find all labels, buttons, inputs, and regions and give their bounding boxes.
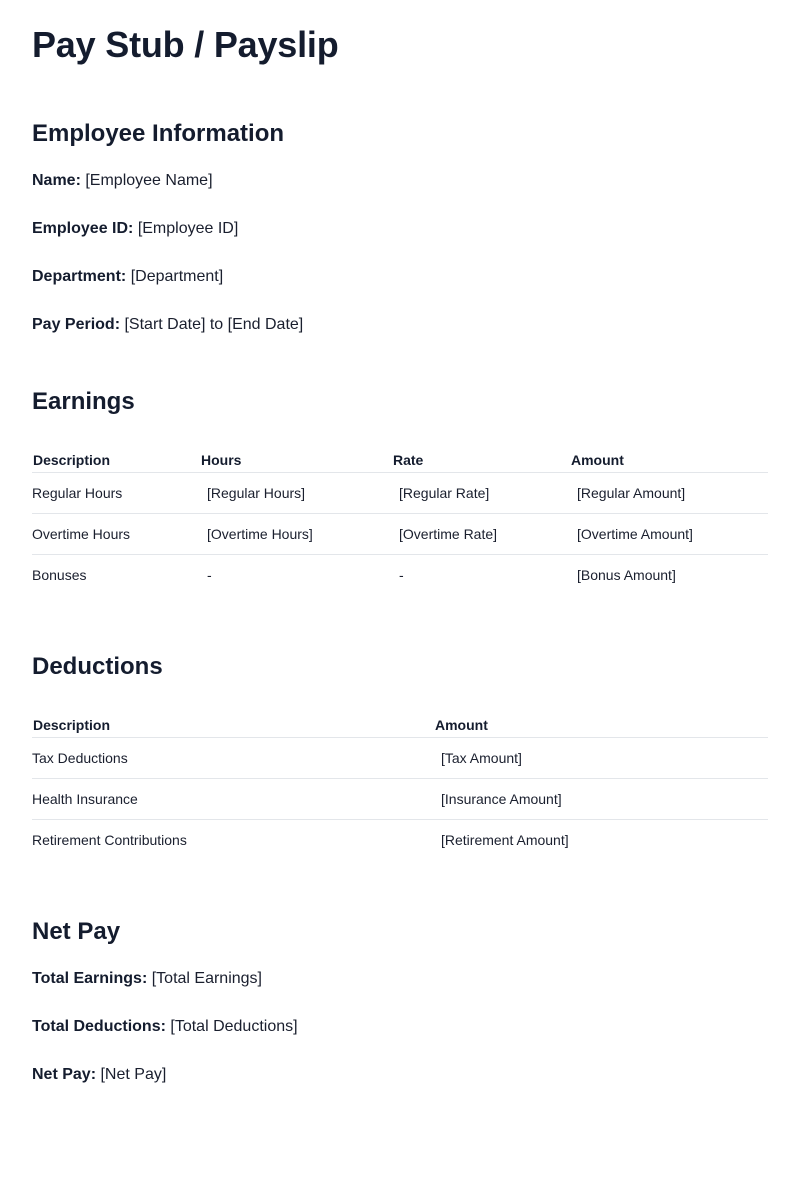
field-value: [Start Date] to [End Date]	[124, 316, 304, 333]
table-header-row	[32, 713, 768, 738]
cell-rate: -	[399, 567, 404, 583]
cell-description: Tax Deductions	[32, 738, 434, 779]
cell-rate: [Regular Rate]	[392, 473, 570, 514]
cell-hours: [Overtime Hours]	[200, 514, 392, 555]
earnings-table	[32, 448, 768, 595]
cell-hours: [Regular Hours]	[200, 473, 392, 514]
page-title: Pay Stub / Payslip	[32, 24, 339, 65]
cell-description: Health Insurance	[32, 779, 434, 820]
column-header-rate: Rate	[392, 448, 570, 473]
cell-hours: -	[207, 567, 212, 583]
net-pay-section	[32, 916, 768, 1086]
total-earnings-field	[32, 968, 768, 990]
column-header-hours: Hours	[200, 448, 392, 473]
cell-amount: [Insurance Amount]	[434, 779, 768, 820]
table-row	[32, 738, 768, 779]
field-label: Employee ID:	[32, 220, 134, 237]
cell-amount: [Regular Amount]	[570, 473, 768, 514]
net-pay-field	[32, 1064, 768, 1086]
table-row	[32, 555, 768, 596]
column-header-description: Description	[32, 448, 200, 473]
cell-rate: [Overtime Rate]	[392, 514, 570, 555]
deductions-section	[32, 651, 768, 860]
field-label: Total Deductions:	[32, 1018, 166, 1035]
field-value: [Employee Name]	[85, 172, 213, 189]
employee-name-field	[32, 170, 768, 192]
field-label: Pay Period:	[32, 316, 121, 333]
employee-information-section	[32, 118, 768, 336]
cell-description: Retirement Contributions	[32, 832, 187, 848]
cell-amount: [Tax Amount]	[434, 738, 768, 779]
table-header-row	[32, 448, 768, 473]
table-row	[32, 514, 768, 555]
cell-description: Overtime Hours	[32, 514, 200, 555]
column-header-amount: Amount	[570, 448, 768, 473]
deductions-table	[32, 713, 768, 860]
department-field	[32, 266, 768, 288]
cell-description: Bonuses	[32, 567, 87, 583]
table-row	[32, 473, 768, 514]
field-label: Department:	[32, 268, 127, 285]
field-value: [Net Pay]	[100, 1066, 167, 1083]
table-row	[32, 820, 768, 861]
cell-amount: [Bonus Amount]	[577, 567, 676, 583]
employee-information-heading: Employee Information	[32, 120, 285, 147]
table-row	[32, 779, 768, 820]
pay-period-field	[32, 314, 768, 336]
total-deductions-field	[32, 1016, 768, 1038]
earnings-heading: Earnings	[32, 388, 135, 415]
field-label: Net Pay:	[32, 1066, 97, 1083]
field-value: [Department]	[130, 268, 224, 285]
cell-amount: [Retirement Amount]	[441, 832, 569, 848]
cell-description: Regular Hours	[32, 473, 200, 514]
field-label: Name:	[32, 172, 81, 189]
field-value: [Total Earnings]	[151, 970, 262, 987]
earnings-section	[32, 386, 768, 595]
field-value: [Total Deductions]	[170, 1018, 298, 1035]
employee-id-field	[32, 218, 768, 240]
column-header-description: Description	[32, 713, 434, 738]
field-label: Total Earnings:	[32, 970, 148, 987]
net-pay-heading: Net Pay	[32, 918, 121, 945]
column-header-amount: Amount	[434, 713, 768, 738]
field-value: [Employee ID]	[137, 220, 239, 237]
deductions-heading: Deductions	[32, 653, 163, 680]
cell-amount: [Overtime Amount]	[570, 514, 768, 555]
